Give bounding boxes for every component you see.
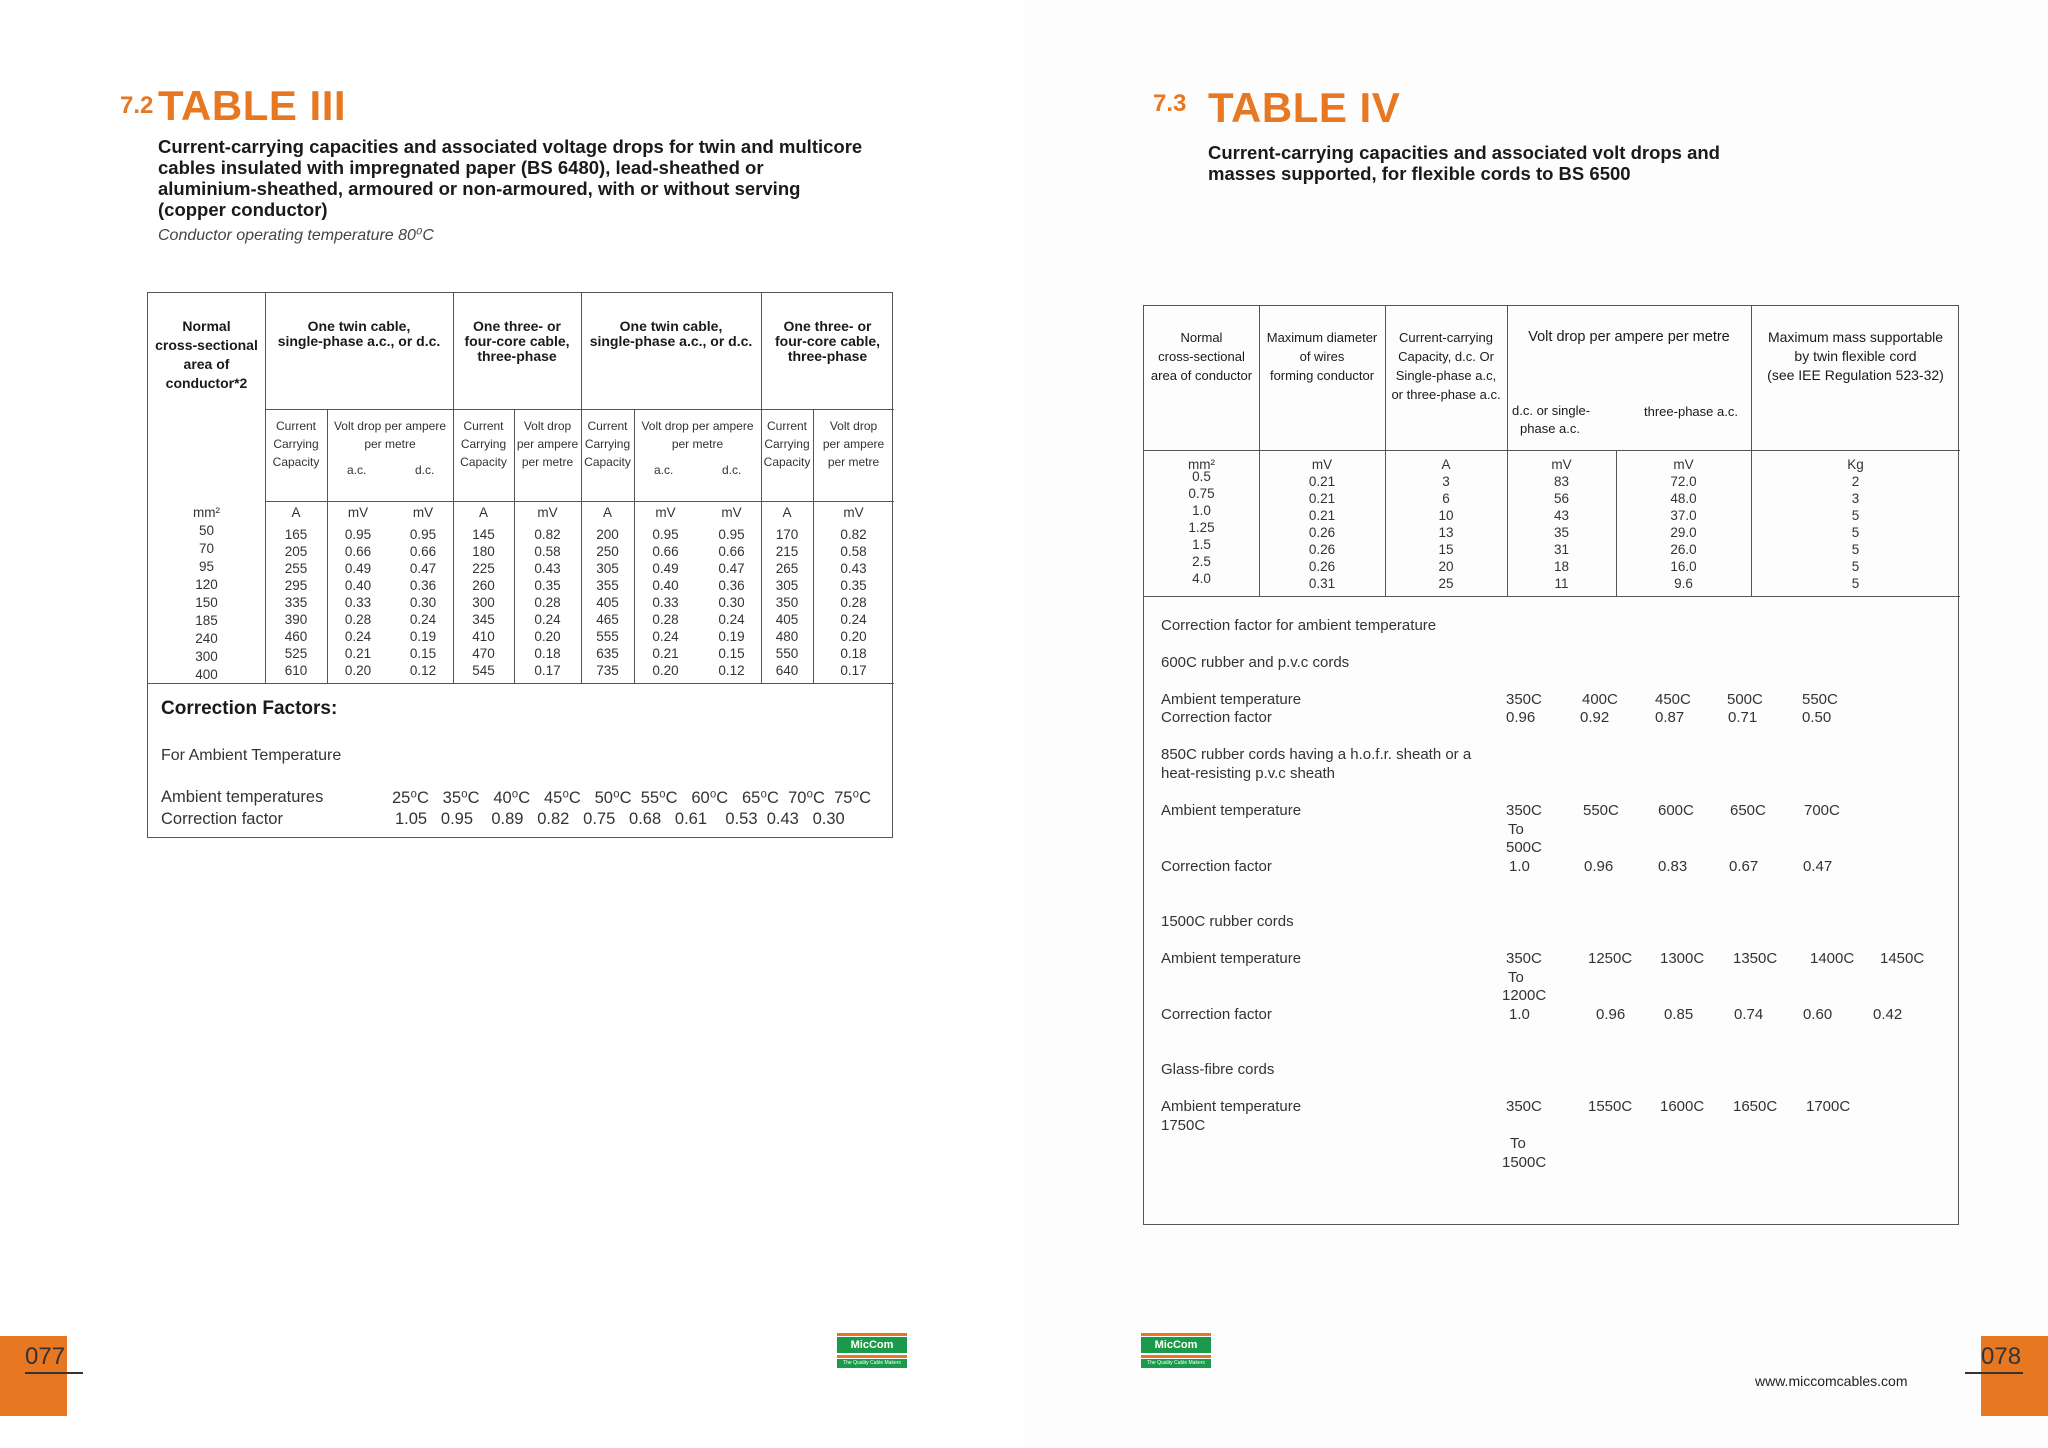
column-current-2: 145 180 225 260 300 345 410 470 545 (472, 527, 495, 678)
correction-factors-title: Correction Factors: (161, 698, 338, 719)
g1-fac: 0.96 (1506, 709, 1536, 726)
g3-amb: 1250C (1588, 950, 1633, 967)
g1-amb: 550C (1802, 691, 1838, 708)
column-vdrop-dc-1: 0.95 0.66 0.47 0.36 0.30 0.24 0.19 0.15 0.12 (409, 527, 437, 678)
g4-amb: 1550C (1588, 1098, 1633, 1115)
g3-fac: 1.0 (1509, 1006, 1530, 1023)
g2-fac: 0.47 (1803, 858, 1833, 875)
group4-ambient-label: Ambient temperature 1750C (1161, 1098, 1302, 1134)
subheader-dc-single: d.c. or single- phase a.c. (1512, 403, 1591, 436)
subheader-ac-1: a.c. (347, 463, 367, 477)
g2-amb: 550C (1583, 802, 1619, 819)
section-title: TABLE III (158, 82, 347, 129)
group3-factor-label: Correction factor (1161, 1006, 1272, 1023)
subtitle-line: (copper conductor) (158, 199, 328, 220)
miccom-logo: MicCom The Quality Cable Makers (1141, 1333, 1211, 1373)
group2-ambient-label: Ambient temperature (1161, 802, 1302, 819)
unit-mv: mV (1673, 457, 1694, 472)
unit-mv: mV (1551, 457, 1572, 472)
table-subtitle (158, 136, 862, 220)
subheader-vdrop-3: Volt drop per ampere per metre (641, 419, 754, 451)
operating-temperature-note: Conductor operating temperature 80⁰C (158, 227, 434, 244)
ambient-label: Ambient temperatures (161, 788, 324, 806)
g3-fac: 0.96 (1596, 1006, 1626, 1023)
subheader-vdrop-2: Volt drop per ampere per metre (516, 419, 579, 469)
subtitle-line: Current-carrying capacities and associated voltage drops for twin and multicore (158, 136, 863, 157)
column-current-3: 200 250 305 355 405 465 555 635 735 (596, 527, 619, 678)
column-vdrop-three: 72.0 48.0 37.0 29.0 26.0 16.0 9.6 (1670, 474, 1697, 591)
unit-a: A (291, 505, 301, 520)
header-group-three-2: One three- or four-core cable, three-phase (774, 318, 881, 364)
header-group-twin-2: One twin cable, single-phase a.c., or d.c. (589, 318, 753, 349)
group4-title: Glass-fibre cords (1161, 1061, 1275, 1078)
column-vdrop-4: 0.82 0.58 0.43 0.35 0.28 0.24 0.20 0.18 0.17 (840, 527, 867, 678)
g1-fac: 0.71 (1728, 709, 1758, 726)
g4-amb: 1600C (1660, 1098, 1705, 1115)
section-number: 7.2 (120, 92, 154, 119)
subheader-vdrop-4: Volt drop per ampere per metre (822, 419, 885, 469)
unit-mv: mV (347, 505, 369, 520)
g4-amb: 350C (1506, 1098, 1542, 1115)
subtitle-line: aluminium-sheathed, armoured or non-armoured, with or without serving (158, 178, 801, 199)
column-vdrop-ac-3: 0.95 0.66 0.49 0.40 0.33 0.28 0.24 0.21 0.20 (652, 527, 679, 678)
unit-mv: mV (721, 505, 742, 520)
g3-amb: 1350C (1733, 950, 1778, 967)
group1-factor-label: Correction factor (1161, 709, 1272, 726)
g3-fac: 0.74 (1734, 1006, 1764, 1023)
g2-fac: 0.67 (1729, 858, 1759, 875)
column-area: 50 70 95 120 150 185 240 300 400 (195, 523, 218, 682)
unit-mv: mV (412, 505, 434, 520)
page-number-rule (1965, 1372, 2023, 1374)
factor-label: Correction factor (161, 810, 283, 828)
g3-amb: 1450C (1880, 950, 1925, 967)
unit-a: A (782, 505, 792, 520)
subheader-dc-3: d.c. (722, 463, 742, 477)
g2-amb-range: 350C To 500C (1506, 802, 1542, 856)
g4-amb: 1700C (1806, 1098, 1851, 1115)
g1-amb: 500C (1727, 691, 1763, 708)
unit-mv: mV (843, 505, 864, 520)
g1-amb: 400C (1582, 691, 1618, 708)
g2-amb: 700C (1804, 802, 1840, 819)
g1-fac: 0.92 (1580, 709, 1610, 726)
g1-fac: 0.87 (1655, 709, 1685, 726)
subheader-vdrop-1: Volt drop per ampere per metre (333, 419, 447, 451)
subheader-ac-3: a.c. (654, 463, 674, 477)
column-vdrop-2: 0.82 0.58 0.43 0.35 0.28 0.24 0.20 0.18 0.17 (534, 527, 561, 678)
header-volt-drop: Volt drop per ampere per metre (1528, 329, 1730, 345)
header-current-carrying: Current-carrying Capacity, d.c. Or Single-phase a.c, or three-phase a.c. (1391, 330, 1501, 402)
g3-fac: 0.60 (1803, 1006, 1833, 1023)
g3-amb: 1400C (1810, 950, 1855, 967)
g2-amb: 600C (1658, 802, 1694, 819)
unit-mm2: mm² (193, 505, 220, 520)
cf-title: Correction factor for ambient temperature (1161, 617, 1437, 634)
header-group-three-1: One three- or four-core cable, three-phase (464, 318, 570, 364)
unit-mv: mV (537, 505, 558, 520)
g2-fac: 0.96 (1584, 858, 1614, 875)
unit-a: A (602, 505, 612, 520)
unit-a: A (1441, 457, 1451, 472)
page-number-rule (25, 1372, 83, 1374)
subtitle-line: masses supported, for flexible cords to BS 6500 (1208, 163, 1631, 184)
group1-title: 600C rubber and p.v.c cords (1161, 654, 1350, 671)
column-diameter: 0.21 0.21 0.21 0.26 0.26 0.26 0.31 (1308, 474, 1336, 591)
column-area: 0.5 0.75 1.0 1.25 1.5 2.5 4.0 (1188, 469, 1215, 586)
header-max-diameter: Maximum diameter of wires forming conductor (1266, 330, 1378, 383)
ambient-values: 25⁰C 35⁰C 40⁰C 45⁰C 50⁰C 55⁰C 60⁰C 65⁰C 70⁰C 75⁰C (392, 789, 872, 807)
unit-mv: mV (1311, 457, 1333, 472)
g3-amb-range: 350C To 1200C (1502, 950, 1547, 1004)
subheader-current-2: Current Carrying Capacity (460, 419, 507, 469)
miccom-logo: MicCom The Quality Cable Makers (837, 1333, 907, 1373)
table-iii (147, 292, 893, 838)
g2-fac: 0.83 (1658, 858, 1688, 875)
subheader-current-3: Current Carrying Capacity (584, 419, 631, 469)
g4-amb: 1650C (1733, 1098, 1778, 1115)
header-normal-cross-section: Normal cross-sectional area of conductor*2 (155, 318, 258, 391)
page-number: 078 (1981, 1343, 2022, 1370)
subheader-current-1: Current Carrying Capacity (272, 419, 320, 469)
column-current-1: 165 205 255 295 335 390 460 525 610 (284, 527, 308, 678)
g4-to: To 1500C (1502, 1135, 1547, 1171)
website-url: www.miccomcables.com (1755, 1373, 1908, 1389)
unit-mv: mV (655, 505, 676, 520)
group1-ambient-label: Ambient temperature (1161, 691, 1302, 708)
group2-title: 850C rubber cords having a h.o.f.r. sheath or a heat-resisting p.v.c sheath (1161, 746, 1472, 782)
page-number: 077 (25, 1343, 66, 1370)
group3-ambient-label: Ambient temperature (1161, 950, 1302, 967)
subtitle-line: Current-carrying capacities and associated volt drops and (1208, 142, 1720, 163)
g1-fac: 0.50 (1802, 709, 1832, 726)
g2-fac: 1.0 (1509, 858, 1530, 875)
header-max-mass: Maximum mass supportable by twin flexible cord (see IEE Regulation 523-32) (1767, 329, 1944, 383)
g2-amb: 650C (1730, 802, 1766, 819)
g3-amb: 1300C (1660, 950, 1705, 967)
group3-title: 1500C rubber cords (1161, 913, 1294, 930)
subtitle-line: cables insulated with impregnated paper (BS 6480), lead-sheathed or (158, 157, 764, 178)
unit-kg: Kg (1847, 457, 1864, 472)
unit-a: A (478, 505, 488, 520)
g1-amb: 350C (1506, 691, 1542, 708)
factor-values: 1.05 0.95 0.89 0.82 0.75 0.68 0.61 0.53 0.43 0.30 (395, 810, 845, 828)
section-title: TABLE IV (1208, 84, 1401, 131)
column-vdrop-dc-3: 0.95 0.66 0.47 0.36 0.30 0.24 0.19 0.15 0.12 (718, 527, 745, 678)
header-group-twin-1: One twin cable, single-phase a.c., or d.c. (277, 318, 441, 349)
correction-subtitle: For Ambient Temperature (161, 747, 342, 764)
subheader-dc-1: d.c. (415, 463, 435, 477)
column-vdrop-ac-1: 0.95 0.66 0.49 0.40 0.33 0.28 0.24 0.21 0.20 (344, 527, 372, 678)
column-current: 3 6 10 13 15 20 25 (1438, 474, 1454, 591)
column-mass: 2 3 5 5 5 5 5 (1851, 474, 1860, 591)
table-subtitle (1208, 142, 1720, 184)
subheader-three-phase: three-phase a.c. (1644, 404, 1738, 419)
header-normal-cross-section: Normal cross-sectional area of conductor (1150, 330, 1253, 383)
unit-mm2: mm² (1188, 457, 1215, 472)
column-vdrop-dc: 83 56 43 35 31 18 11 (1553, 474, 1570, 591)
group2-factor-label: Correction factor (1161, 858, 1272, 875)
g3-fac: 0.85 (1664, 1006, 1694, 1023)
g3-fac: 0.42 (1873, 1006, 1903, 1023)
subheader-current-4: Current Carrying Capacity (763, 419, 811, 469)
section-number: 7.3 (1153, 90, 1187, 117)
table-iv (1143, 305, 1959, 1225)
column-current-4: 170 215 265 305 350 405 480 550 640 (775, 527, 799, 678)
g1-amb: 450C (1655, 691, 1691, 708)
